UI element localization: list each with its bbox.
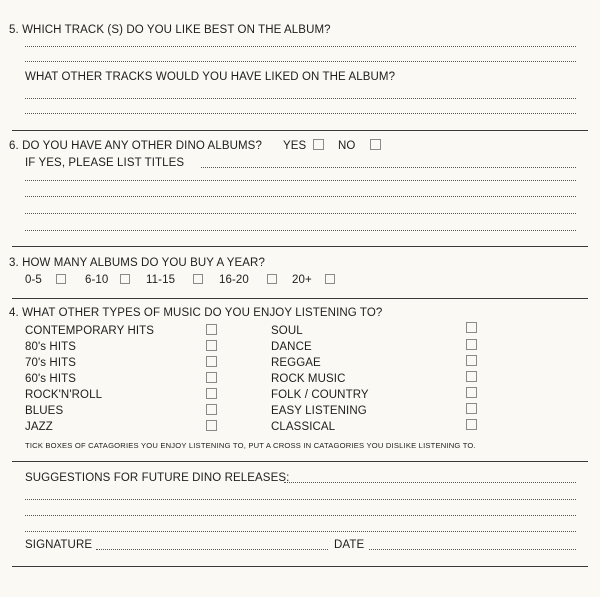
q6-titles-line-1[interactable] <box>201 167 576 168</box>
genre-checkbox[interactable] <box>206 324 217 335</box>
section-divider <box>12 130 588 131</box>
q6-no-label: NO <box>338 140 356 152</box>
q3-option-label: 11-15 <box>146 274 176 286</box>
genre-checkbox[interactable] <box>206 356 217 367</box>
q5-other-line-2[interactable] <box>25 113 576 114</box>
q6-titles-line-2[interactable] <box>25 180 576 181</box>
suggestions-line-4[interactable] <box>25 531 576 532</box>
q3-option-label: 0-5 <box>25 274 42 286</box>
section-divider <box>12 566 588 567</box>
q5-question: 5. WHICH TRACK (S) DO YOU LIKE BEST ON THE ALBUM? <box>9 24 331 36</box>
q6-titles-line-5[interactable] <box>25 230 576 231</box>
q6-list-label: IF YES, PLEASE LIST TITLES <box>25 157 185 169</box>
q4-instructions: TICK BOXES OF CATAGORIES YOU ENJOY LISTENING TO, PUT A CROSS IN CATAGORIES YOU DISLIKE LISTENING TO. <box>25 441 476 450</box>
genre-label: CLASSICAL <box>271 421 336 433</box>
genre-label: FOLK / COUNTRY <box>271 389 369 401</box>
date-line[interactable] <box>369 549 576 550</box>
genre-label: ROCK MUSIC <box>271 373 346 385</box>
q3-option-checkbox[interactable] <box>120 274 130 284</box>
genre-checkbox[interactable] <box>466 322 477 333</box>
q6-yes-label: YES <box>283 140 307 152</box>
section-divider <box>12 461 588 462</box>
q3-option-label: 16-20 <box>219 274 249 286</box>
q6-no-checkbox[interactable] <box>370 139 381 150</box>
genre-label: EASY LISTENING <box>271 405 367 417</box>
genre-label: SOUL <box>271 325 303 337</box>
genre-checkbox[interactable] <box>206 372 217 383</box>
genre-label: 60's HITS <box>25 373 77 385</box>
q5-sub-question: WHAT OTHER TRACKS WOULD YOU HAVE LIKED ON THE ALBUM? <box>25 71 396 83</box>
q3-option-checkbox[interactable] <box>193 274 203 284</box>
q3-option-label: 20+ <box>292 274 312 286</box>
q5-answer-line-2[interactable] <box>25 61 576 62</box>
genre-label: ROCK'N'ROLL <box>25 389 103 401</box>
q6-titles-line-3[interactable] <box>25 196 576 197</box>
q6-titles-line-4[interactable] <box>25 213 576 214</box>
signature-line[interactable] <box>96 549 328 550</box>
genre-checkbox[interactable] <box>206 404 217 415</box>
suggestions-line-2[interactable] <box>25 499 576 500</box>
genre-label: REGGAE <box>271 357 321 369</box>
q5-other-line-1[interactable] <box>25 98 576 99</box>
genre-checkbox[interactable] <box>466 371 477 382</box>
q3-option-checkbox[interactable] <box>56 274 66 284</box>
genre-checkbox[interactable] <box>466 419 477 430</box>
section-divider <box>12 298 588 299</box>
genre-checkbox[interactable] <box>466 403 477 414</box>
q3-option-checkbox[interactable] <box>267 274 277 284</box>
suggestions-line-1[interactable] <box>284 482 576 483</box>
genre-label: CONTEMPORARY HITS <box>25 325 155 337</box>
q6-question: 6. DO YOU HAVE ANY OTHER DINO ALBUMS? <box>9 140 262 152</box>
genre-checkbox[interactable] <box>206 420 217 431</box>
date-label: DATE <box>334 539 365 551</box>
section-divider <box>12 246 588 247</box>
q3-question: 3. HOW MANY ALBUMS DO YOU BUY A YEAR? <box>9 257 265 269</box>
genre-checkbox[interactable] <box>206 340 217 351</box>
genre-label: 80's HITS <box>25 341 77 353</box>
genre-checkbox[interactable] <box>466 387 477 398</box>
q3-option-checkbox[interactable] <box>325 274 335 284</box>
q4-question: 4. WHAT OTHER TYPES OF MUSIC DO YOU ENJOY LISTENING TO? <box>9 307 383 319</box>
genre-label: BLUES <box>25 405 64 417</box>
genre-label: DANCE <box>271 341 312 353</box>
q5-answer-line-1[interactable] <box>25 46 576 47</box>
signature-label: SIGNATURE <box>25 539 93 551</box>
suggestions-label: SUGGESTIONS FOR FUTURE DINO RELEASES: <box>25 472 290 484</box>
genre-label: 70's HITS <box>25 357 77 369</box>
suggestions-line-3[interactable] <box>25 515 576 516</box>
genre-checkbox[interactable] <box>466 355 477 366</box>
genre-checkbox[interactable] <box>206 388 217 399</box>
genre-checkbox[interactable] <box>466 339 477 350</box>
genre-label: JAZZ <box>25 421 53 433</box>
q6-yes-checkbox[interactable] <box>313 139 324 150</box>
q3-option-label: 6-10 <box>85 274 109 286</box>
